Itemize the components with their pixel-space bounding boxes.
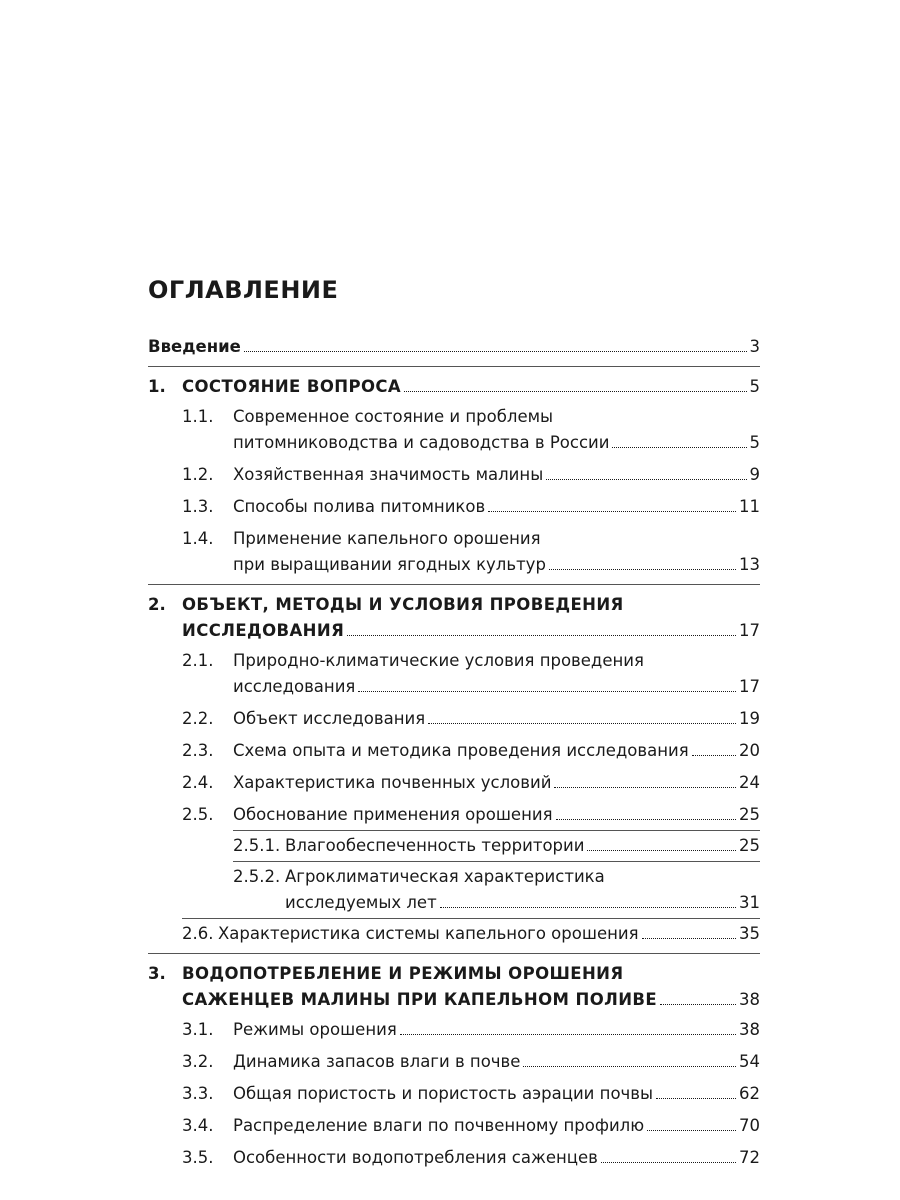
toc-entry-2-5[interactable] <box>148 802 760 828</box>
toc-entry-2-1[interactable] <box>148 648 760 700</box>
toc-entry-number: 2. <box>148 595 166 614</box>
toc-page-number: 17 <box>739 677 760 696</box>
toc-entry-title: Хозяйственная значимость малины <box>233 465 544 484</box>
dot-leader <box>347 634 736 636</box>
toc-entry-number: 2.1. <box>182 651 214 670</box>
toc-entry-2-3[interactable] <box>148 738 760 764</box>
toc-entry-chapter-1[interactable] <box>148 374 760 400</box>
toc-page-number: 62 <box>739 1084 760 1103</box>
toc-entry-title-line: Современное состояние и проблемы <box>233 407 554 426</box>
toc-entry-title-line: ИССЛЕДОВАНИЯ <box>182 621 345 640</box>
toc-entry-2-5-1[interactable] <box>148 833 760 859</box>
toc-page-number: 38 <box>739 1020 760 1039</box>
dot-leader <box>656 1097 736 1099</box>
toc-entry-number: 2.6. <box>182 924 214 943</box>
toc-entry-title-line: питомниководства и садоводства в России <box>233 433 610 452</box>
subsection-divider <box>182 918 760 919</box>
toc-entry-title-line: ОБЪЕКТ, МЕТОДЫ И УСЛОВИЯ ПРОВЕДЕНИЯ <box>182 595 624 614</box>
toc-entry-chapter-2[interactable] <box>148 592 760 644</box>
toc-entry-number: 2.4. <box>182 773 214 792</box>
dot-leader <box>400 1033 736 1035</box>
toc-entry-title-line: исследования <box>233 677 356 696</box>
toc-entry-number: 2.5. <box>182 805 214 824</box>
dot-leader <box>358 690 736 692</box>
dot-leader <box>428 722 736 724</box>
toc-page-number: 5 <box>749 377 760 396</box>
toc-entry-number: 2.5.2. <box>233 867 281 886</box>
toc-entry-1-2[interactable] <box>148 462 760 488</box>
toc-entry-number: 3.3. <box>182 1084 214 1103</box>
toc-page-number: 25 <box>739 805 760 824</box>
toc-page-number: 38 <box>739 990 760 1009</box>
toc-page-number: 70 <box>739 1116 760 1135</box>
dot-leader <box>660 1003 736 1005</box>
toc-page-number: 9 <box>749 465 760 484</box>
dot-leader <box>549 568 736 570</box>
toc-entry-title-line: Природно-климатические условия проведения <box>233 651 644 670</box>
toc-entry-number: 2.5.1. <box>233 836 281 855</box>
toc-entry-2-6[interactable] <box>148 921 760 947</box>
toc-entry-title-line: исследуемых лет <box>285 893 437 912</box>
toc-page-number: 19 <box>739 709 760 728</box>
toc-page-number: 13 <box>739 555 760 574</box>
toc-entry-3-1[interactable] <box>148 1017 760 1043</box>
dot-leader <box>440 906 736 908</box>
toc-page-number: 5 <box>749 433 760 452</box>
toc-entry-title: Особенности водопотребления саженцев <box>233 1148 598 1167</box>
toc-entry-number: 3.2. <box>182 1052 214 1071</box>
toc-page-number: 72 <box>739 1148 760 1167</box>
toc-entry-1-3[interactable] <box>148 494 760 520</box>
toc-entry-3-5[interactable] <box>148 1145 760 1171</box>
toc-entry-title: Схема опыта и методика проведения исследования <box>233 741 689 760</box>
subsection-divider <box>233 830 760 831</box>
dot-leader <box>692 754 736 756</box>
section-divider <box>148 584 760 585</box>
dot-leader <box>556 818 736 820</box>
toc-page-number: 35 <box>739 924 760 943</box>
toc-page-number: 31 <box>739 893 760 912</box>
dot-leader <box>523 1065 736 1067</box>
toc-entry-title: Распределение влаги по почвенному профилю <box>233 1116 645 1135</box>
subsection-divider <box>233 861 760 862</box>
dot-leader <box>404 390 746 392</box>
toc-entry-number: 1. <box>148 377 166 396</box>
toc-entry-title: Обоснование применения орошения <box>233 805 553 824</box>
toc-entry-3-3[interactable] <box>148 1081 760 1107</box>
toc-entry-chapter-3[interactable] <box>148 961 760 1013</box>
toc-entry-title-line: САЖЕНЦЕВ МАЛИНЫ ПРИ КАПЕЛЬНОМ ПОЛИВЕ <box>182 990 658 1009</box>
toc-entry-title: Режимы орошения <box>233 1020 397 1039</box>
toc-entry-number: 3.1. <box>182 1020 214 1039</box>
toc-entry-title: Способы полива питомников <box>233 497 486 516</box>
toc-entry-number: 1.1. <box>182 407 214 426</box>
toc-entry-title: Влагообеспеченность территории <box>285 836 585 855</box>
dot-leader <box>244 350 747 352</box>
toc-entry-1-4[interactable] <box>148 526 760 578</box>
toc-entry-intro[interactable] <box>148 334 760 360</box>
dot-leader <box>612 446 746 448</box>
toc-entry-title-line: ВОДОПОТРЕБЛЕНИЕ И РЕЖИМЫ ОРОШЕНИЯ <box>182 964 624 983</box>
dot-leader <box>554 786 736 788</box>
toc-entry-title: СОСТОЯНИЕ ВОПРОСА <box>182 377 402 396</box>
toc-entry-number: 3.5. <box>182 1148 214 1167</box>
toc-entry-number: 2.3. <box>182 741 214 760</box>
dot-leader <box>488 510 736 512</box>
toc-entry-title: Объект исследования <box>233 709 426 728</box>
toc-page-number: 11 <box>739 497 760 516</box>
dot-leader <box>601 1161 736 1163</box>
toc-page-number: 24 <box>739 773 760 792</box>
toc-title: ОГЛАВЛЕНИЕ <box>148 276 339 304</box>
section-divider <box>148 953 760 954</box>
toc-entry-number: 1.4. <box>182 529 214 548</box>
toc-page-number: 3 <box>749 337 760 356</box>
toc-page-number: 20 <box>739 741 760 760</box>
toc-page-number: 54 <box>739 1052 760 1071</box>
section-divider <box>148 366 760 367</box>
toc-entry-title: Общая пористость и пористость аэрации почвы <box>233 1084 654 1103</box>
toc-entry-number: 2.2. <box>182 709 214 728</box>
toc-entry-2-5-2[interactable] <box>148 864 760 916</box>
toc-entry-title-line: Агроклиматическая характеристика <box>285 867 605 886</box>
dot-leader <box>647 1129 736 1131</box>
toc-entry-title: Введение <box>148 337 241 356</box>
toc-page-number: 17 <box>739 621 760 640</box>
toc-entry-title: Характеристика почвенных условий <box>233 773 552 792</box>
toc-entry-title: Динамика запасов влаги в почве <box>233 1052 521 1071</box>
dot-leader <box>587 849 736 851</box>
toc-entry-1-1[interactable] <box>148 404 760 456</box>
toc-page-number: 25 <box>739 836 760 855</box>
toc-entry-2-4[interactable] <box>148 770 760 796</box>
toc-entry-3-2[interactable] <box>148 1049 760 1075</box>
toc-entry-number: 3. <box>148 964 166 983</box>
table-of-contents <box>148 274 760 1177</box>
toc-entry-2-2[interactable] <box>148 706 760 732</box>
toc-entry-3-4[interactable] <box>148 1113 760 1139</box>
dot-leader <box>642 937 736 939</box>
toc-entry-number: 1.3. <box>182 497 214 516</box>
toc-entry-number: 1.2. <box>182 465 214 484</box>
toc-entry-title: Характеристика системы капельного орошения <box>218 924 639 943</box>
dot-leader <box>546 478 746 480</box>
toc-entry-title-line: при выращивании ягодных культур <box>233 555 546 574</box>
toc-entry-title-line: Применение капельного орошения <box>233 529 541 548</box>
toc-entry-number: 3.4. <box>182 1116 214 1135</box>
